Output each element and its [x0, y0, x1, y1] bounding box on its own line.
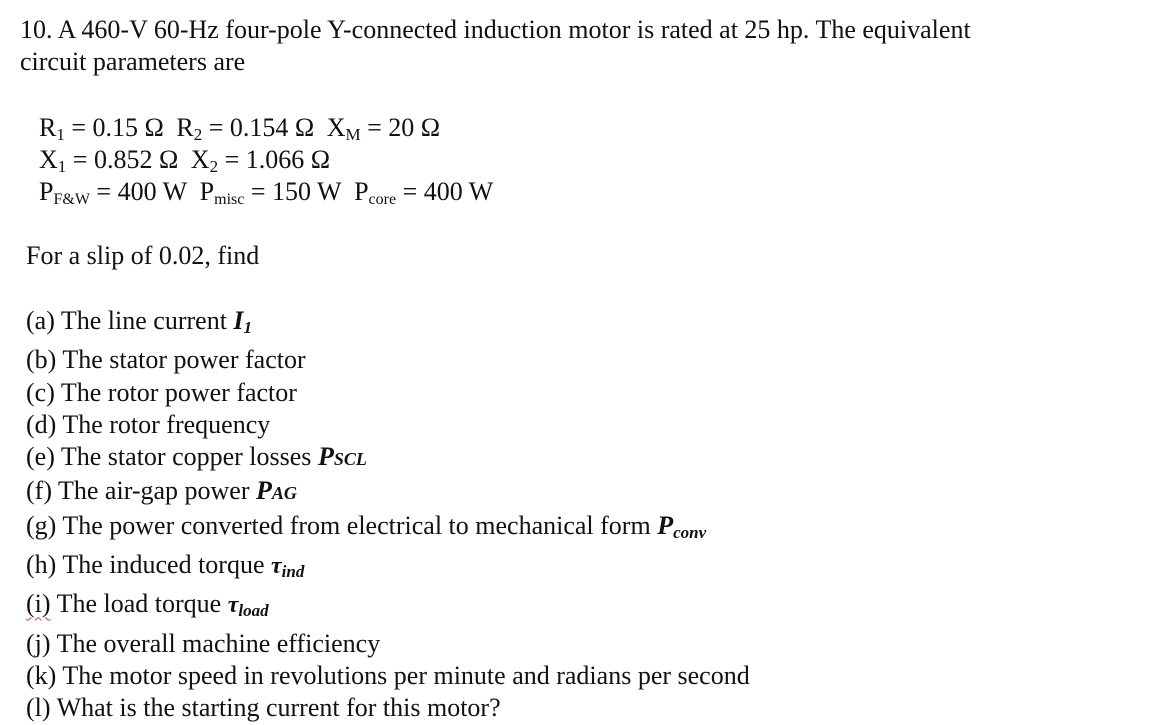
item-k: (k) The motor speed in revolutions per minute and radians per second [26, 660, 750, 690]
item-f-var-subscript: AG [271, 483, 297, 504]
item-a-text: (a) The line current [26, 306, 234, 335]
item-f-text: (f) The air-gap power [26, 476, 257, 506]
item-h-var-subscript: ind [281, 562, 305, 582]
pcore-value: = 400 W [396, 177, 494, 206]
r1-value: = 0.15 Ω [64, 113, 164, 142]
item-a-var-symbol: I [233, 306, 244, 335]
item-b: (b) The stator power factor [26, 345, 306, 375]
item-h-variable [271, 553, 305, 582]
r2-value: = 0.154 Ω [202, 113, 315, 142]
slip-prompt: For a slip of 0.02, find [26, 241, 260, 270]
x2-symbol: X [190, 145, 210, 174]
item-h [26, 549, 750, 588]
item-i-text: The load torque [50, 589, 228, 619]
pcore-symbol: P [354, 177, 369, 206]
item-i [26, 588, 750, 627]
pmisc-value: = 150 W [244, 177, 342, 206]
item-i-variable [227, 592, 269, 621]
r1-subscript: 1 [56, 125, 65, 144]
params-row-3 [39, 176, 493, 216]
xm-symbol: X [326, 113, 346, 142]
item-h-text: (h) The induced torque [26, 550, 271, 580]
item-e-var-symbol: P [317, 442, 334, 472]
item-e-text: (e) The stator copper losses [26, 442, 318, 472]
item-a [26, 305, 750, 344]
pfw-subscript: F&W [53, 191, 90, 208]
xm-value: = 20 Ω [360, 113, 441, 142]
x2-value: = 1.066 Ω [218, 145, 331, 174]
item-g-var-subscript: conv [673, 522, 707, 542]
x1-symbol: X [39, 145, 58, 174]
item-i-label: (i) [26, 589, 51, 619]
item-a-var-subscript: 1 [243, 318, 253, 337]
item-a-variable [233, 306, 252, 335]
item-e [26, 441, 750, 475]
item-e-var-subscript: SCL [333, 449, 367, 470]
item-f-variable [256, 476, 297, 505]
question-line-1: 10. A 460-V 60-Hz four-pole Y-connected induction motor is rated at 25 hp. The equivalent [20, 15, 971, 44]
item-i-var-subscript: load [238, 601, 269, 621]
item-g-text: (g) The power converted from electrical to mechanical form [26, 510, 658, 540]
question-items [26, 305, 750, 725]
item-i-tau-symbol: τ [227, 592, 239, 619]
item-j: (j) The overall machine efficiency [26, 628, 381, 658]
x1-subscript: 1 [57, 157, 67, 176]
x1-value: = 0.852 Ω [66, 145, 179, 174]
pfw-value: = 400 W [89, 177, 188, 206]
pmisc-subscript: misc [214, 191, 245, 208]
item-g-var-symbol: P [657, 510, 674, 540]
item-f-var-symbol: P [256, 476, 272, 506]
item-g-variable [657, 511, 706, 540]
r2-subscript: 2 [193, 125, 203, 144]
xm-subscript: M [345, 125, 361, 144]
item-g [26, 510, 750, 549]
item-l: (l) What is the starting current for this motor? [26, 693, 501, 723]
pfw-symbol: P [39, 177, 54, 206]
item-d: (d) The rotor frequency [26, 409, 271, 439]
item-e-variable [318, 442, 367, 471]
item-h-tau-symbol: τ [271, 553, 282, 580]
item-c: (c) The rotor power factor [26, 377, 297, 407]
item-f [26, 475, 750, 509]
pcore-subscript: core [368, 191, 397, 208]
question-line-2: circuit parameters are [20, 47, 246, 76]
pmisc-symbol: P [199, 177, 215, 206]
r1-symbol: R [39, 113, 57, 142]
r2-symbol: R [176, 113, 194, 142]
x2-subscript: 2 [209, 157, 219, 176]
